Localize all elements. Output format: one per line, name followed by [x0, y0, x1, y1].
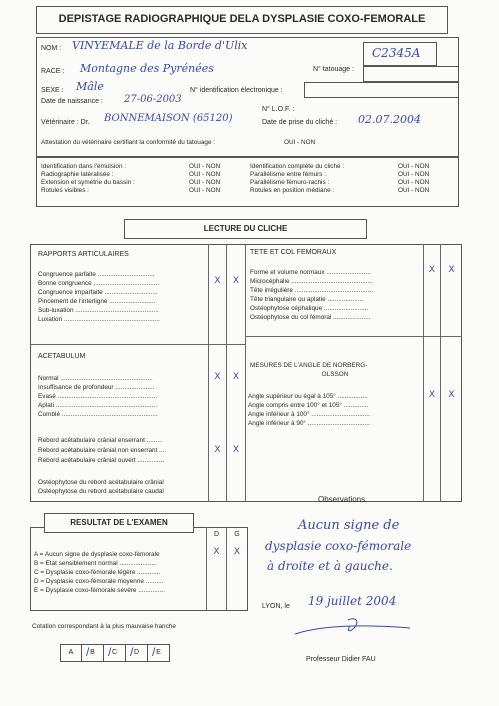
tete-list: [250, 268, 373, 322]
rebord-item: Rebord acétabulaire crânial non enserrant ....: [38, 447, 167, 454]
acetabulum-item: Evasé ........................................................: [38, 393, 157, 400]
check-left-item: Identification dans l'émulsion : OUI - NON: [41, 163, 221, 170]
tete-item: Microcéphalie ..............................................: [250, 278, 373, 285]
acetabulum-title: ACETABULUM: [38, 353, 86, 360]
lof-label: N° L.O.F. :: [262, 106, 295, 113]
osteo-item: Ostéophytose du rebord acétabulaire crânial: [38, 479, 164, 486]
resultat-title: RESULTAT DE L'EXAMEN: [70, 518, 168, 527]
lyon-label: LYON, le: [262, 603, 290, 610]
lyon-date: 19 juillet 2004: [308, 594, 397, 608]
tete-item: Ostéophytose du col fémoral .....................: [250, 314, 371, 321]
tete-mark-g: X: [448, 265, 455, 275]
observations-line-3: à droite et à gauche.: [267, 559, 393, 573]
check-left-item: Radiographie latéralisée : OUI - NON: [41, 171, 221, 178]
rebord-list: [38, 436, 166, 466]
grade-a: A: [60, 644, 82, 662]
naissance-value: 27-06-2003: [124, 94, 182, 105]
attestation-options: OUI - NON: [284, 139, 316, 146]
rapports-mark-g: X: [232, 276, 240, 286]
observations-line-2: dysplasie coxo-fémorale: [265, 539, 412, 553]
nom-value: VINYEMALE de la Borde d'Ulix: [72, 39, 248, 52]
resultat-col-line-1: [206, 527, 207, 611]
osteo-list: [38, 478, 164, 496]
nom-label: NOM :: [41, 45, 62, 52]
race-value: Montagne des Pyrénées: [80, 62, 214, 75]
norberg-list: [248, 392, 370, 428]
veterinaire-value: BONNEMAISON (65120): [104, 113, 233, 124]
resultat-mark-d: X: [213, 547, 220, 557]
id-elec-label: N° identification électronique :: [190, 87, 283, 94]
rebord-item: Rebord acétabulaire crânial ouvert ...............: [38, 457, 165, 464]
rapports-item: Bonne congruence .....................................: [38, 280, 160, 287]
observations-title: Observations: [318, 495, 366, 504]
rapports-item: Congruence parfaite ................................: [38, 271, 155, 278]
title-box: [36, 6, 448, 34]
resultat-item: A = Aucun signe de dysplasie coxo-fémorale: [34, 551, 160, 558]
signature-mark: [290, 612, 440, 642]
grade-b: B /: [82, 644, 104, 662]
tete-item: Tête irrégulière ............................................: [250, 287, 373, 294]
norberg-mark-g: X: [448, 390, 455, 400]
norberg-title-2: OLSSON: [321, 371, 349, 378]
resultat-item: C = Dysplasie coxo-fémorale légère .............: [34, 569, 161, 576]
check-right-item: Parallélisme fémuro-rachis : OUI - NON: [250, 179, 430, 186]
cliche-value: 02.07.2004: [358, 113, 421, 126]
rapports-list: [38, 270, 160, 324]
norberg-mark-d: X: [428, 390, 436, 400]
cotation-grades: [60, 644, 170, 662]
rapports-item: Pincement de l'interligne ..........................: [38, 298, 156, 305]
id-elec-field: [304, 82, 459, 98]
left-sep-1: [30, 344, 245, 345]
check-right-item: Identification complète du cliché : OUI - NON: [250, 163, 430, 170]
acetabulum-item: Aplati .........................................................: [38, 402, 157, 409]
acetabulum-item: Normal ....................................................: [38, 375, 153, 382]
norberg-item: Angle compris entre 100° et 105° ..............: [248, 402, 369, 409]
observations-line-1: Aucun signe de: [298, 518, 400, 533]
checks-left: [41, 163, 241, 195]
attestation-label: Attestation du vétérinaire certifiant la conformité du tatouage :: [41, 139, 216, 146]
acetabulum-mark-g: X: [232, 372, 240, 382]
acetabulum-item: Insuffisance de profondeur ......................: [38, 384, 155, 391]
rapports-item: Sub-luxation ...............................................: [38, 307, 159, 314]
race-label: RACE :: [41, 68, 65, 75]
right-col-line-2: [440, 244, 441, 502]
rebord-mark-d: X: [214, 445, 221, 455]
sexe-value: Mâle: [76, 80, 104, 93]
norberg-title-1: MESURES DE L'ANGLE DE NORBERG-: [250, 362, 368, 369]
resultat-item: D = Dysplasie coxo-fémorale moyenne ..........: [34, 578, 164, 585]
tatouage-field: [363, 66, 459, 82]
grade-d: D /: [126, 644, 148, 662]
cotation-label: Cotation correspondant à la plus mauvaise hanche: [32, 623, 176, 630]
veterinaire-label: Vétérinaire : Dr.: [41, 119, 90, 126]
rapports-item: Congruence imparfaite ..............................: [38, 289, 158, 296]
tete-item: Tête triangulaire ou aplatie ....................: [250, 296, 363, 303]
check-left-item: Rotules visibles : OUI - NON: [41, 187, 221, 194]
rapports-mark-d: X: [214, 276, 221, 286]
resultat-mark-g: X: [233, 547, 241, 557]
check-right-item: Parallélisme entre fémurs : OUI - NON: [250, 171, 430, 178]
cliche-label: Date de prise du cliché :: [262, 119, 338, 126]
resultat-item: B = Etat sensiblement normal .....................: [34, 560, 157, 567]
lecture-title: LECTURE DU CLICHE: [203, 224, 288, 233]
tete-title: TETE ET COL FEMORAUX: [250, 249, 337, 256]
signature-name: Professeur Didier FAU: [306, 656, 376, 663]
naissance-label: Date de naissance :: [41, 98, 103, 105]
grade-e: E /: [148, 644, 170, 662]
acetabulum-mark-d: X: [214, 372, 221, 382]
rebord-mark-g: X: [232, 445, 240, 455]
norberg-item: Angle inférieur à 100° .................................: [248, 411, 370, 418]
norberg-item: Angle inférieur à 90° ...................................: [248, 420, 370, 427]
acetabulum-item: Comblé ......................................................: [38, 411, 158, 418]
tatouage-label: N° tatouage :: [313, 66, 354, 73]
right-sep-1: [245, 336, 462, 337]
resultat-col-g: G: [234, 531, 240, 538]
checks-right: [250, 163, 450, 195]
resultat-list: [34, 550, 165, 595]
lecture-divider: [245, 244, 246, 502]
sexe-label: SEXE :: [41, 87, 64, 94]
rapports-item: Luxation ......................................................: [38, 316, 160, 323]
rapports-title: RAPPORTS ARTICULAIRES: [38, 251, 129, 258]
tete-item: Forme et volume normaux .........................: [250, 269, 371, 276]
resultat-col-d: D: [213, 531, 220, 538]
page-title: DEPISTAGE RADIOGRAPHIQUE DELA DYSPLASIE COXO-FEMORALE: [58, 13, 426, 25]
ref-code: C2345A: [372, 46, 421, 60]
grade-c: C /: [104, 644, 126, 662]
resultat-col-line-2: [226, 527, 227, 611]
rebord-item: Rebord acétabulaire crânial enserrant .........: [38, 437, 163, 444]
acetabulum-list: [38, 374, 158, 419]
tete-item: Ostéophytose céphalique .........................: [250, 305, 369, 312]
check-left-item: Extension et symétrie du bassin : OUI - NON: [41, 179, 221, 186]
resultat-item: E = Dysplasie coxo-fémorale sévère ...............: [34, 587, 165, 594]
norberg-item: Angle supérieur ou égal à 105° .................: [248, 393, 368, 400]
osteo-item: Ostéophytose du rebord acétabulaire caudal: [38, 488, 164, 495]
right-col-line-1: [423, 244, 424, 502]
check-right-item: Rotules en position médiane : OUI - NON: [250, 187, 430, 194]
tete-mark-d: X: [428, 265, 436, 275]
